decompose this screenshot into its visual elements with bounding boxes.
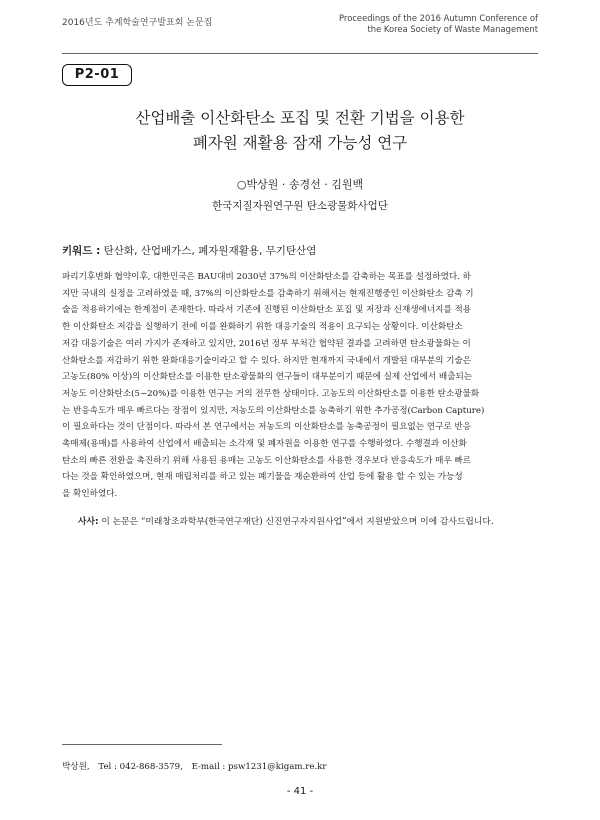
keywords-value: 탄산화, 산업배가스, 폐자원재활용, 무기탄산염 xyxy=(103,245,317,257)
footnote-rule xyxy=(62,744,222,745)
abstract-line: 고농도(80% 이상)의 이산화탄소를 이용한 탄소광물화의 연구들이 대부분이기 때문에 실제 산업에서 배출되는 xyxy=(62,372,473,383)
abstract-line: 촉매제(용매)를 사용하여 산업에서 배출되는 소각재 및 폐자원을 이용한 연구를 수행하였다. 수행결과 이산화 xyxy=(62,439,467,450)
keywords-label: 키워드 : xyxy=(62,245,101,257)
session-code-badge: P2-01 xyxy=(62,64,132,86)
author-list: ○박상원 · 송경선 · 김원백 xyxy=(236,178,364,191)
running-header-right-line2: the Korea Society of Waste Management xyxy=(367,24,538,34)
abstract-body xyxy=(62,269,540,503)
keywords xyxy=(62,243,316,258)
footnote-tel: Tel : 042-868-3579, xyxy=(98,762,183,772)
footnote-email: E-mail : psw1231@kigam.re.kr xyxy=(191,762,327,772)
paper-title-line1: 산업배출 이산화탄소 포집 및 전환 기법을 이용한 xyxy=(135,109,465,127)
page-number: - 41 - xyxy=(286,786,314,797)
corresponding-author-footnote xyxy=(62,760,327,772)
abstract-line: 술을 적용하기에는 한계점이 존재한다. 따라서 기존에 진행된 이산화탄소 포집 및 저장과 신재생에너지를 적용 xyxy=(62,305,472,316)
footnote-name: 박상원, xyxy=(62,762,90,772)
running-header-left: 2016년도 추계학술연구발표회 논문집 xyxy=(62,18,213,28)
abstract-line: 지만 국내의 실정을 고려하였을 때, 37%의 이산화탄소를 감축하기 위해서는 현재진행중인 이산화탄소 감축 기 xyxy=(62,288,474,299)
abstract-line: 산화탄소를 저감하기 위한 완화대응기술이라고 할 수 있다. 하지만 현재까지 국내에서 개발된 대부분의 기술은 xyxy=(62,355,472,366)
abstract-line: 다는 것을 확인하였으며, 현재 매립처리를 하고 있는 폐기물을 재순환하여 산업 등에 활용 할 수 있는 가능성 xyxy=(62,472,463,483)
abstract-line: 한 이산화탄소 저감을 실행하기 전에 이를 완화하기 위한 대응기술의 적용이 요구되는 상황이다. 이산화탄소 xyxy=(62,322,463,333)
acknowledgement-label: 사사: xyxy=(78,517,99,527)
abstract-line: 파리기후변화 협약이후, 대한민국은 BAU대비 2030년 37%의 이산화탄소를 감축하는 목표를 설정하였다. 하 xyxy=(62,272,471,282)
abstract-line: 는 반응속도가 매우 빠르다는 장점이 있지만, 저농도의 이산화탄소를 농축하기 위한 추가공정(Carbon Capture) xyxy=(62,405,485,416)
abstract-line: 을 확인하였다. xyxy=(62,489,118,500)
running-header-right-line1: Proceedings of the 2016 Autumn Conference of xyxy=(339,13,538,23)
acknowledgement xyxy=(78,514,494,530)
affiliation: 한국지질자원연구원 탄소광물화사업단 xyxy=(212,200,388,212)
abstract-line: 이 필요하다는 것이 단점이다. 따라서 본 연구에서는 저농도의 이산화탄소를 농축공정이 필요없는 연구로 반응 xyxy=(62,422,472,433)
abstract-line: 탄소의 빠른 전환을 촉진하기 위해 사용된 용매는 고농도 이산화탄소를 사용한 경우보다 반응속도가 매우 빠르 xyxy=(62,455,472,466)
acknowledgement-text: 이 논문은 “미래창조과학부(한국연구재단) 신진연구자지원사업”에서 지원받았으며 이에 감사드립니다. xyxy=(101,517,494,527)
running-header-right xyxy=(339,13,538,35)
abstract-line: 저농도 이산화탄소(5~20%)를 이용한 연구는 거의 전무한 상태이다. 고농도의 이산화탄소를 이용한 탄소광물화 xyxy=(62,388,480,399)
paper-title-line2: 폐자원 재활용 잠재 가능성 연구 xyxy=(192,134,408,152)
abstract-line: 저감 대응기술은 여러 가지가 존재하고 있지만, 2016년 정부 부처간 협약된 결과를 고려하면 탄소광물화는 이 xyxy=(62,338,471,349)
header-rule xyxy=(62,53,538,54)
paper-title xyxy=(40,106,560,156)
